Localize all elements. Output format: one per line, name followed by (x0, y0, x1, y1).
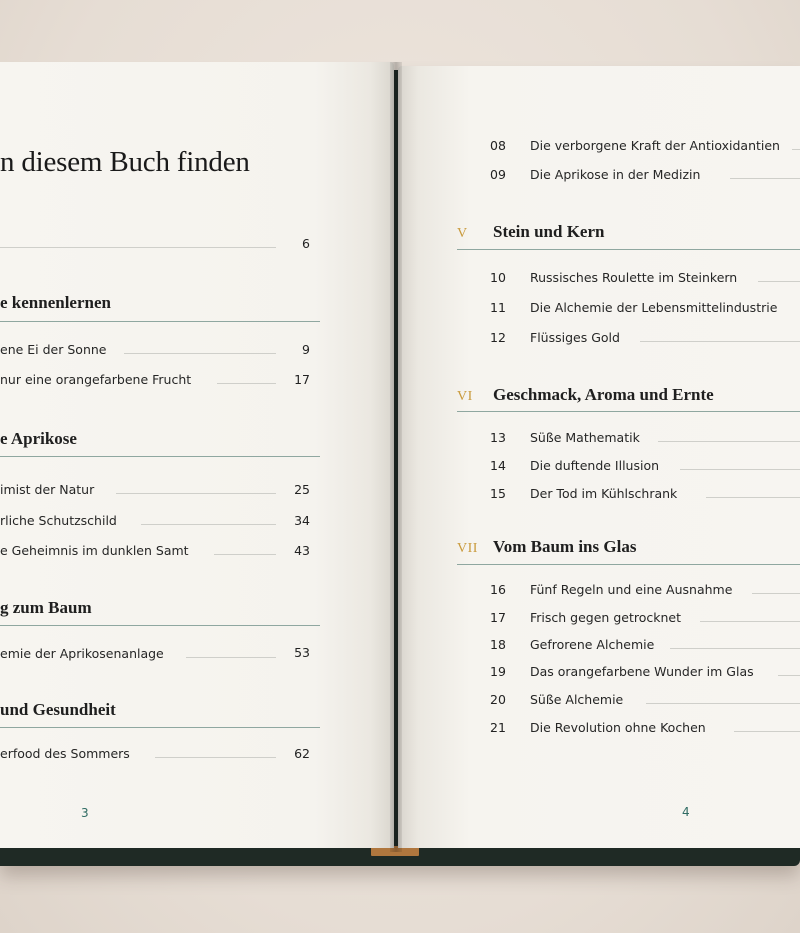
leader-line (670, 648, 800, 649)
chapter-number: VI (457, 389, 473, 404)
leader-line (640, 341, 800, 342)
section-rule (0, 456, 320, 457)
toc-entry-page: 17 (294, 372, 310, 387)
leader-line (680, 469, 800, 470)
left-page (0, 62, 394, 848)
section-rule (0, 727, 320, 728)
section-rule (0, 625, 320, 626)
section-rule (0, 321, 320, 322)
leader-line (658, 441, 800, 442)
book-gutter (390, 62, 402, 852)
leader-line (706, 497, 800, 498)
toc-entry-number: 15 (490, 486, 506, 501)
toc-entry-text: imist der Natur (0, 482, 95, 497)
toc-entry-text: Süße Alchemie (530, 692, 624, 707)
leader-line (734, 731, 800, 732)
leader-line (758, 281, 800, 282)
leader-line (155, 757, 276, 758)
toc-entry-text: Frisch gegen getrocknet (530, 610, 681, 625)
toc-entry-page: 53 (294, 645, 310, 660)
toc-entry-page: 25 (294, 482, 310, 497)
toc-entry-text: Die Alchemie der Lebensmittelindustrie (530, 300, 778, 315)
toc-entry-text: Die verborgene Kraft der Antioxidantien (530, 138, 780, 153)
leader-line (141, 524, 276, 525)
leader-line (214, 554, 276, 555)
toc-entry-number: 08 (490, 138, 506, 153)
toc-entry-number: 11 (490, 300, 506, 315)
leader-line (124, 353, 276, 354)
toc-entry-page: 43 (294, 543, 310, 558)
chapter-number: V (457, 226, 468, 241)
section-rule (457, 411, 800, 412)
toc-entry-number: 10 (490, 270, 506, 285)
leader-line (700, 621, 800, 622)
toc-entry-number: 14 (490, 458, 506, 473)
section-title: und Gesundheit (0, 700, 116, 719)
toc-entry-number: 13 (490, 430, 506, 445)
toc-entry-number: 20 (490, 692, 506, 707)
toc-entry-text: Das orangefarbene Wunder im Glas (530, 664, 754, 679)
leader-line (0, 247, 276, 248)
leader-line (792, 149, 800, 150)
leader-line (646, 703, 800, 704)
leader-line (116, 493, 276, 494)
leader-line (186, 657, 276, 658)
leader-line (778, 675, 800, 676)
intro-page-number: 6 (302, 236, 310, 251)
toc-entry-page: 62 (294, 746, 310, 761)
toc-entry-number: 17 (490, 610, 506, 625)
section-title: g zum Baum (0, 598, 92, 617)
leader-line (217, 383, 276, 384)
toc-entry-page: 9 (302, 342, 310, 357)
section-rule (457, 564, 800, 565)
chapter-number: VII (457, 541, 478, 556)
toc-entry-text: Der Tod im Kühlschrank (530, 486, 678, 501)
toc-entry-number: 19 (490, 664, 506, 679)
folio-right: 4 (682, 805, 690, 819)
toc-entry-text: erfood des Sommers (0, 746, 130, 761)
toc-entry-text: Fünf Regeln und eine Ausnahme (530, 582, 733, 597)
folio-left: 3 (81, 806, 89, 820)
toc-entry-number: 21 (490, 720, 506, 735)
toc-entry-text: nur eine orangefarbene Frucht (0, 372, 192, 387)
page-title: n diesem Buch finden (0, 146, 250, 178)
section-rule (457, 249, 800, 250)
toc-entry-text: Die Aprikose in der Medizin (530, 167, 701, 182)
toc-entry-text: e Geheimnis im dunklen Samt (0, 543, 189, 558)
toc-entry-text: Gefrorene Alchemie (530, 637, 655, 652)
leader-line (730, 178, 800, 179)
section-title: e kennenlernen (0, 293, 111, 312)
toc-entry-text: Flüssiges Gold (530, 330, 620, 345)
section-title: Geschmack, Aroma und Ernte (493, 385, 714, 404)
toc-entry-text: Die duftende Illusion (530, 458, 660, 473)
section-title: e Aprikose (0, 429, 77, 448)
leader-line (752, 593, 800, 594)
toc-entry-page: 34 (294, 513, 310, 528)
toc-entry-number: 09 (490, 167, 506, 182)
toc-entry-text: emie der Aprikosenanlage (0, 646, 164, 661)
toc-entry-text: Russisches Roulette im Steinkern (530, 270, 738, 285)
section-title: Stein und Kern (493, 222, 605, 241)
toc-entry-text: ene Ei der Sonne (0, 342, 107, 357)
toc-entry-text: Süße Mathematik (530, 430, 640, 445)
toc-entry-number: 18 (490, 637, 506, 652)
toc-entry-number: 16 (490, 582, 506, 597)
toc-entry-number: 12 (490, 330, 506, 345)
section-title: Vom Baum ins Glas (493, 537, 637, 556)
toc-entry-text: rliche Schutzschild (0, 513, 117, 528)
toc-entry-text: Die Revolution ohne Kochen (530, 720, 706, 735)
